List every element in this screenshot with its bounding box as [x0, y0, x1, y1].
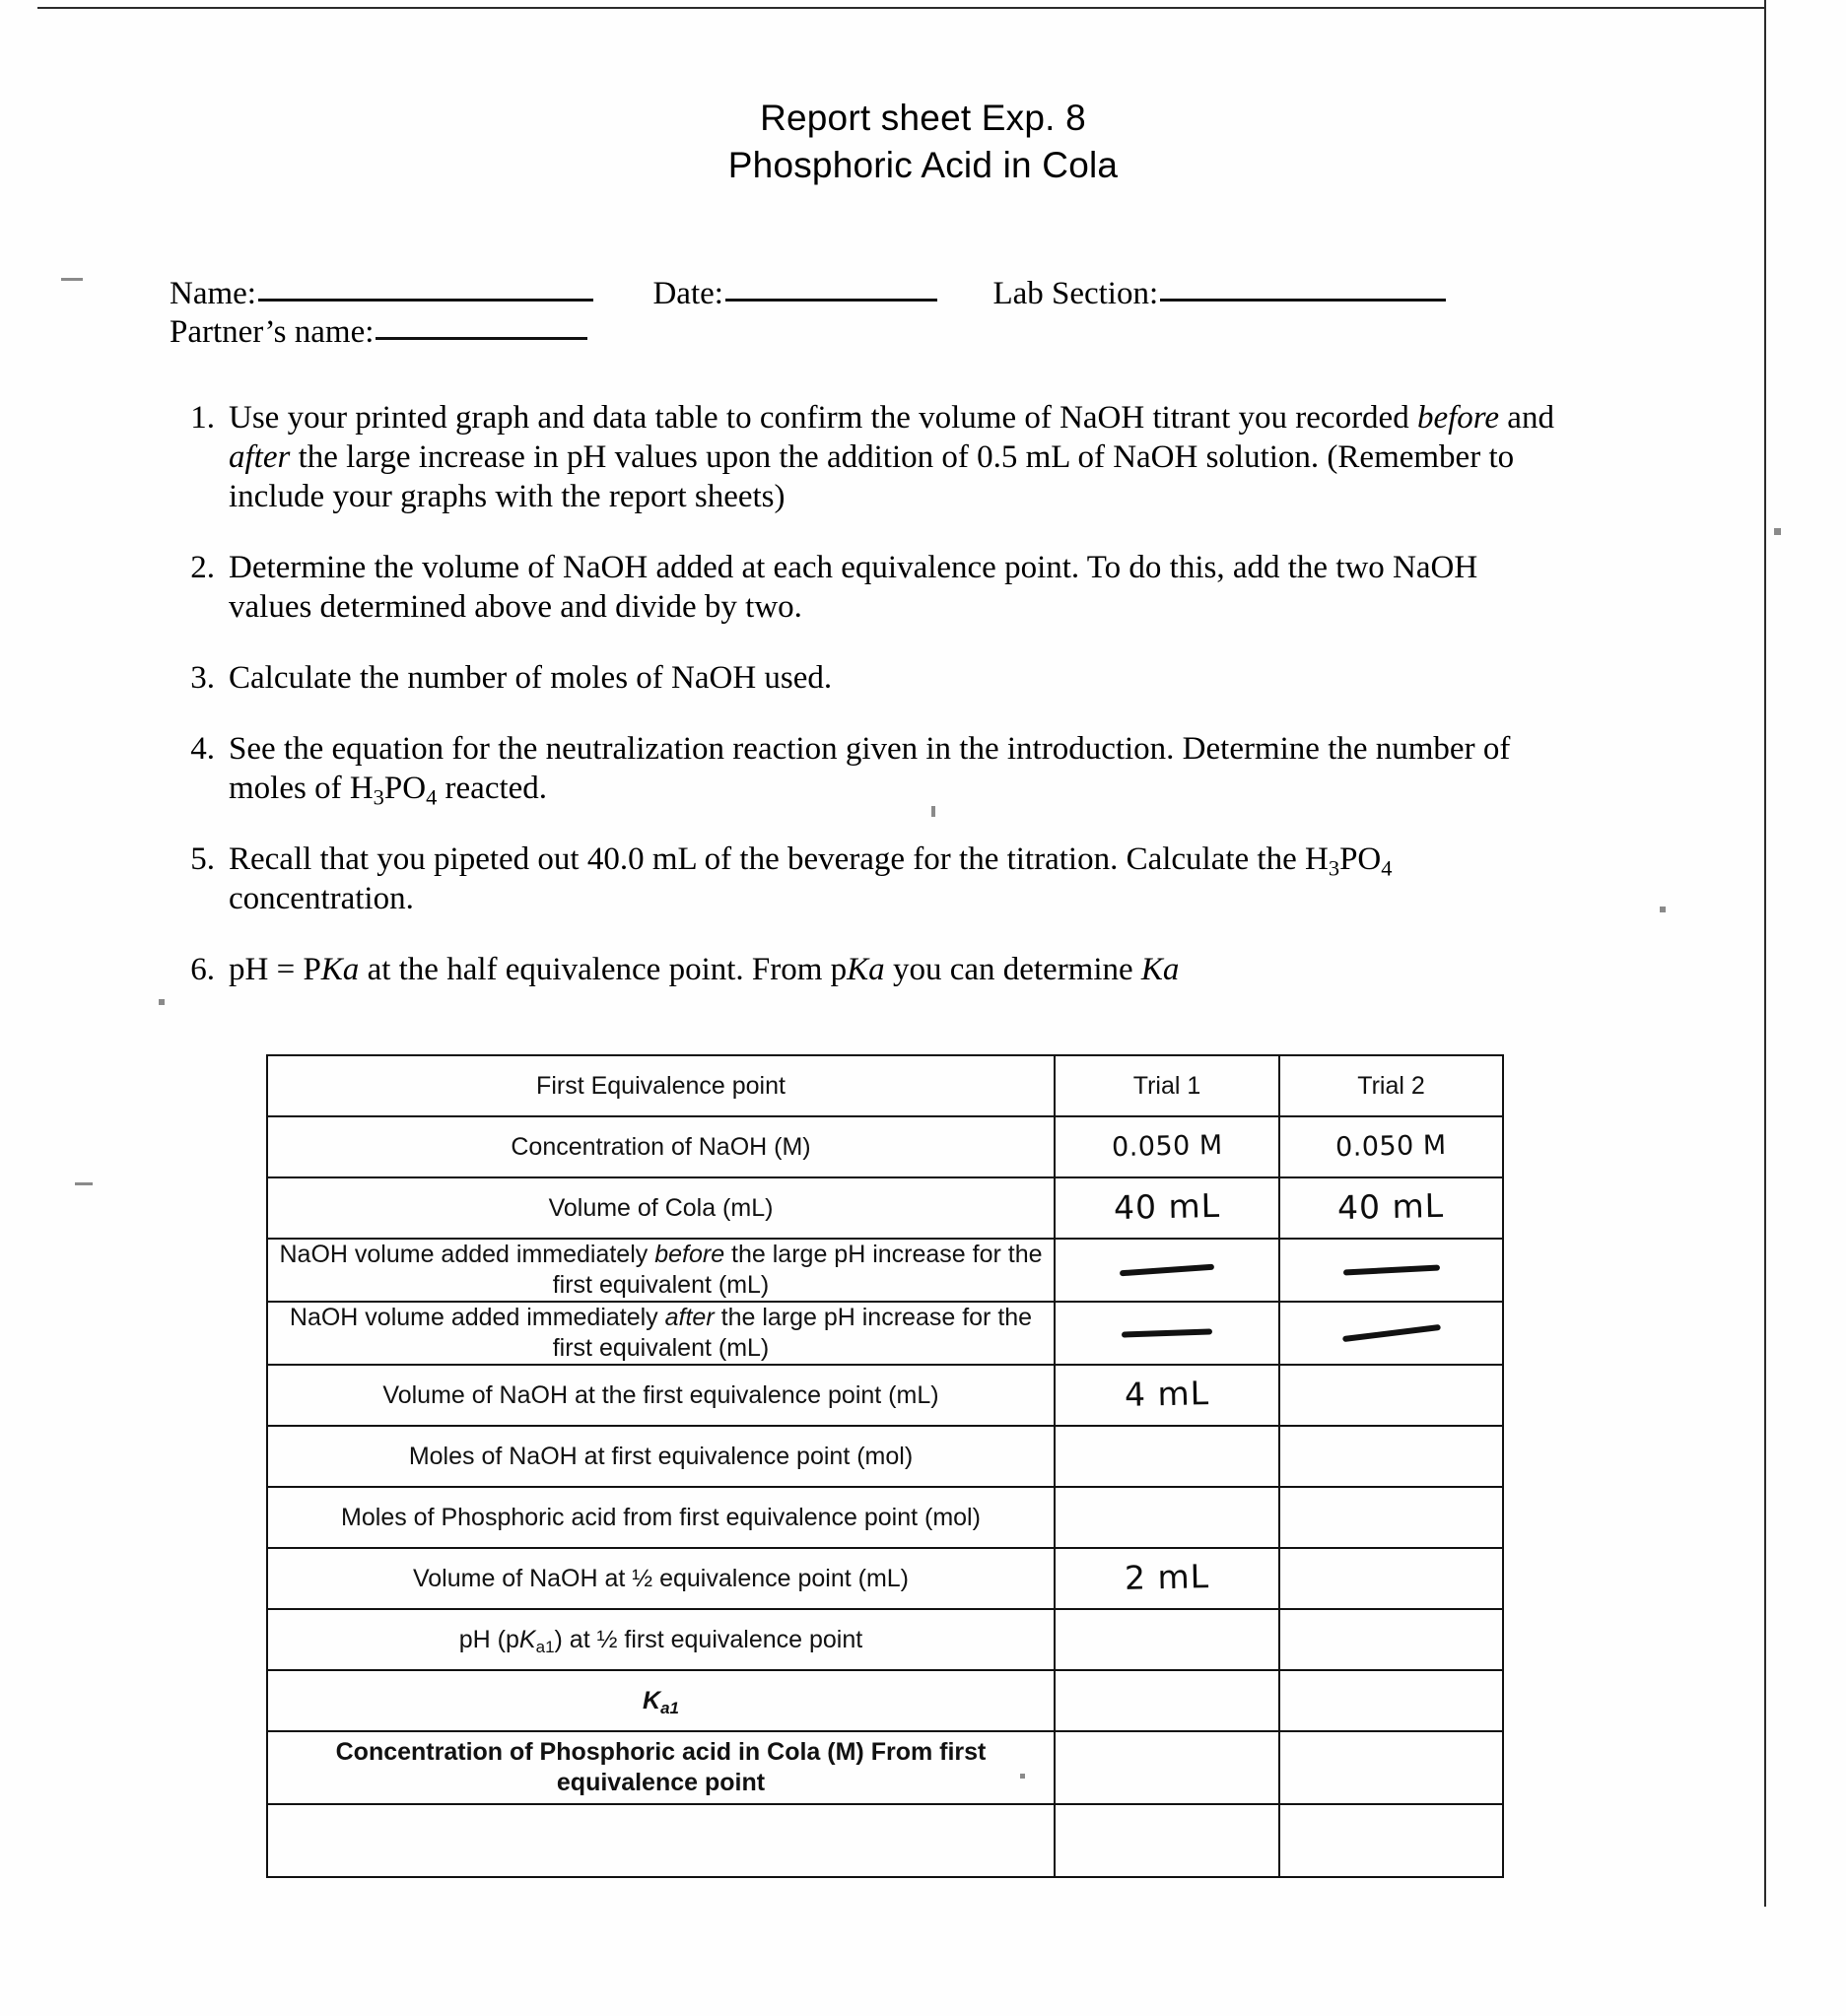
table-cell-trial-2[interactable] [1279, 1365, 1503, 1426]
table-row-label: pH $(pK_{a1})$ at ½ first equivalence point [267, 1609, 1055, 1670]
table-row [267, 1302, 1503, 1365]
table-cell-trial-1[interactable] [1055, 1670, 1279, 1731]
table-row-label: $K_{a1}$ [267, 1670, 1055, 1731]
table-cell-trial-2[interactable] [1279, 1731, 1503, 1804]
name-input-rule[interactable] [258, 299, 593, 302]
instruction-number: 4. [190, 731, 215, 767]
instruction-item-4 [175, 729, 1555, 808]
handwritten-value: 2 mL [1124, 1556, 1210, 1597]
table-cell-trial-1[interactable] [1055, 1116, 1279, 1177]
table-row [267, 1239, 1503, 1302]
table-cell-trial-2[interactable] [1279, 1487, 1503, 1548]
table-row [267, 1365, 1503, 1426]
table-cell-trial-1[interactable] [1055, 1548, 1279, 1609]
table-cell-trial-1[interactable] [1055, 1426, 1279, 1487]
table-row [267, 1804, 1503, 1877]
identity-row [170, 272, 1746, 315]
instruction-number: 2. [190, 550, 215, 585]
instruction-number: 3. [190, 660, 215, 696]
table-row [267, 1548, 1503, 1609]
handwritten-value: 4 mL [1124, 1373, 1210, 1414]
table-header-trial-2: Trial 2 [1279, 1055, 1503, 1116]
table-cell-trial-1[interactable] [1055, 1365, 1279, 1426]
date-label: Date: [652, 276, 723, 311]
table-row-label: Moles of NaOH at first equivalence point (mol) [267, 1426, 1055, 1487]
first-equivalence-point-table [266, 1054, 1504, 1878]
lab-section-field-group[interactable] [992, 272, 1446, 315]
instruction-text: Calculate the number of moles of NaOH used. [229, 660, 833, 696]
instruction-text: See the equation for the neutralization reaction given in the introduction. Determine the number of moles of $H_3PO_4$ reacted. [229, 731, 1511, 810]
instruction-item-5 [175, 840, 1555, 918]
scan-speck [1774, 528, 1781, 535]
table-cell-trial-2[interactable] [1279, 1116, 1503, 1177]
table-row-label: Volume of NaOH at the first equivalence point (mL) [267, 1365, 1055, 1426]
table-row [267, 1731, 1503, 1804]
table-cell-trial-2[interactable] [1279, 1302, 1503, 1365]
page-title-line-1: Report sheet Exp. 8 [760, 98, 1086, 138]
table-header-section-label: First Equivalence point [267, 1055, 1055, 1116]
table-cell-trial-1[interactable] [1055, 1609, 1279, 1670]
scan-speck [75, 1182, 93, 1185]
table-row [267, 1116, 1503, 1177]
scan-speck [61, 278, 83, 281]
table-row-label: NaOH volume added immediately before the large pH increase for the first equivalent (mL) [267, 1239, 1055, 1302]
table-row-label: Moles of Phosphoric acid from first equivalence point (mol) [267, 1487, 1055, 1548]
handwritten-dash-mark [1342, 1324, 1441, 1342]
table-row-label: Concentration of NaOH (M) [267, 1116, 1055, 1177]
date-input-rule[interactable] [725, 299, 937, 302]
partner-name-label: Partner’s name: [170, 314, 375, 350]
table-row-label: Concentration of Phosphoric acid in Cola (M) From first equivalence point [267, 1731, 1055, 1804]
instruction-item-6 [175, 950, 1555, 989]
table-row-label: NaOH volume added immediately after the large pH increase for the first equivalent (mL) [267, 1302, 1055, 1365]
instruction-item-3 [175, 658, 1555, 698]
handwritten-dash-mark [1342, 1264, 1439, 1275]
name-field-group[interactable] [170, 272, 593, 315]
instruction-text: Determine the volume of NaOH added at each equivalence point. To do this, add the two NaOH values determined above and divide by two. [229, 550, 1478, 625]
handwritten-value: 0.050 M [1111, 1129, 1223, 1164]
lab-section-input-rule[interactable] [1160, 299, 1446, 302]
handwritten-value: 40 mL [1337, 1185, 1445, 1227]
table-cell-trial-1[interactable] [1055, 1177, 1279, 1239]
handwritten-value: 40 mL [1113, 1185, 1221, 1227]
table-cell-trial-2[interactable] [1279, 1426, 1503, 1487]
handwritten-dash-mark [1120, 1264, 1214, 1277]
table-row [267, 1177, 1503, 1239]
partner-name-input-rule[interactable] [376, 337, 587, 340]
instruction-text: Use your printed graph and data table to confirm the volume of NaOH titrant you recorded before and after the large increase in pH values upon the addition of 0.5 mL of NaOH solution. (Remember to include your graphs with the report sheets) [229, 400, 1554, 514]
partner-name-field-group[interactable] [170, 310, 587, 354]
table-row [267, 1670, 1503, 1731]
table-row-label: Volume of Cola (mL) [267, 1177, 1055, 1239]
table-row [267, 1487, 1503, 1548]
instruction-number: 1. [190, 400, 215, 436]
name-label: Name: [170, 276, 256, 311]
instruction-number: 6. [190, 952, 215, 987]
instruction-text: Recall that you pipeted out 40.0 mL of the beverage for the titration. Calculate the $H_3PO_4$ concentration. [229, 841, 1393, 916]
instruction-text: pH = PKa at the half equivalence point. From pKa you can determine Ka [229, 952, 1180, 987]
table-header-trial-1: Trial 1 [1055, 1055, 1279, 1116]
table-cell-trial-1[interactable] [1055, 1239, 1279, 1302]
scan-speck [1660, 907, 1666, 912]
table-row-label [267, 1804, 1055, 1877]
instruction-item-2 [175, 548, 1555, 627]
handwritten-dash-mark [1122, 1328, 1212, 1337]
table-cell-trial-2[interactable] [1279, 1670, 1503, 1731]
table-cell-trial-2[interactable] [1279, 1177, 1503, 1239]
first-equivalence-point-table-wrapper [266, 1054, 1498, 1878]
table-cell-trial-2[interactable] [1279, 1239, 1503, 1302]
scan-edge-right [1764, 0, 1766, 1907]
table-cell-trial-1[interactable] [1055, 1302, 1279, 1365]
table-cell-trial-2[interactable] [1279, 1548, 1503, 1609]
table-row [267, 1426, 1503, 1487]
instruction-list [175, 398, 1555, 1021]
table-cell-trial-1[interactable] [1055, 1487, 1279, 1548]
table-row [267, 1609, 1503, 1670]
table-cell-trial-1[interactable] [1055, 1731, 1279, 1804]
table-cell-trial-1[interactable] [1055, 1804, 1279, 1877]
handwritten-value: 0.050 M [1334, 1129, 1448, 1164]
table-header-row [267, 1055, 1503, 1116]
page-title [0, 95, 1846, 189]
lab-section-label: Lab Section: [992, 276, 1159, 311]
table-cell-trial-2[interactable] [1279, 1609, 1503, 1670]
table-row-label: Volume of NaOH at ½ equivalence point (mL) [267, 1548, 1055, 1609]
scan-speck [159, 999, 165, 1005]
scan-edge-top [37, 7, 1764, 9]
page-title-line-2: Phosphoric Acid in Cola [727, 145, 1119, 185]
instruction-item-1 [175, 398, 1555, 516]
date-field-group[interactable] [652, 272, 936, 315]
table-cell-trial-2[interactable] [1279, 1804, 1503, 1877]
instruction-number: 5. [190, 841, 215, 877]
